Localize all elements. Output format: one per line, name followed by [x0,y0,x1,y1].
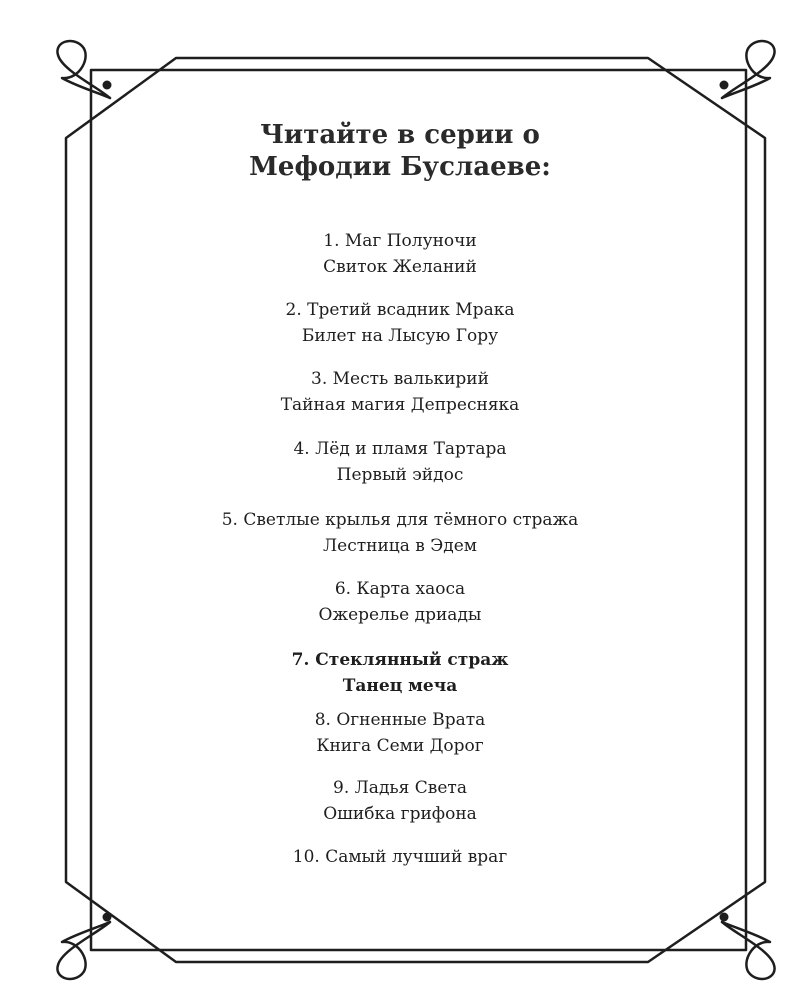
book-title: Ошибка грифона [323,804,477,824]
book-title: 10. Самый лучший враг [292,847,508,867]
series-heading-line-2: Мефодии Буслаеве: [249,152,551,182]
book-title: 2. Третий всадник Мрака [285,300,515,320]
book-title: 3. Месть валькирий [311,369,489,389]
book-title: 7. Стеклянный страж [291,650,509,670]
book-title: Первый эйдос [336,465,464,485]
book-title: 6. Карта хаоса [334,579,466,599]
book-title: 1. Маг Полуночи [323,231,477,251]
book-title: Билет на Лысую Гору [301,326,499,346]
book-title: Ожерелье дриады [318,605,482,625]
book-title: Тайная магия Депресняка [280,395,520,415]
book-title: Лестница в Эдем [322,536,478,556]
book-title: Танец меча [342,676,458,696]
book-title: 4. Лёд и пламя Тартара [293,439,507,459]
book-title: Свиток Желаний [323,257,477,277]
book-title: 5. Светлые крылья для тёмного стража [221,510,579,530]
book-title: 9. Ладья Света [333,778,467,798]
series-heading-line-1: Читайте в серии о [260,120,540,150]
book-title: Книга Семи Дорог [316,736,484,756]
book-title: 8. Огненные Врата [314,710,486,730]
